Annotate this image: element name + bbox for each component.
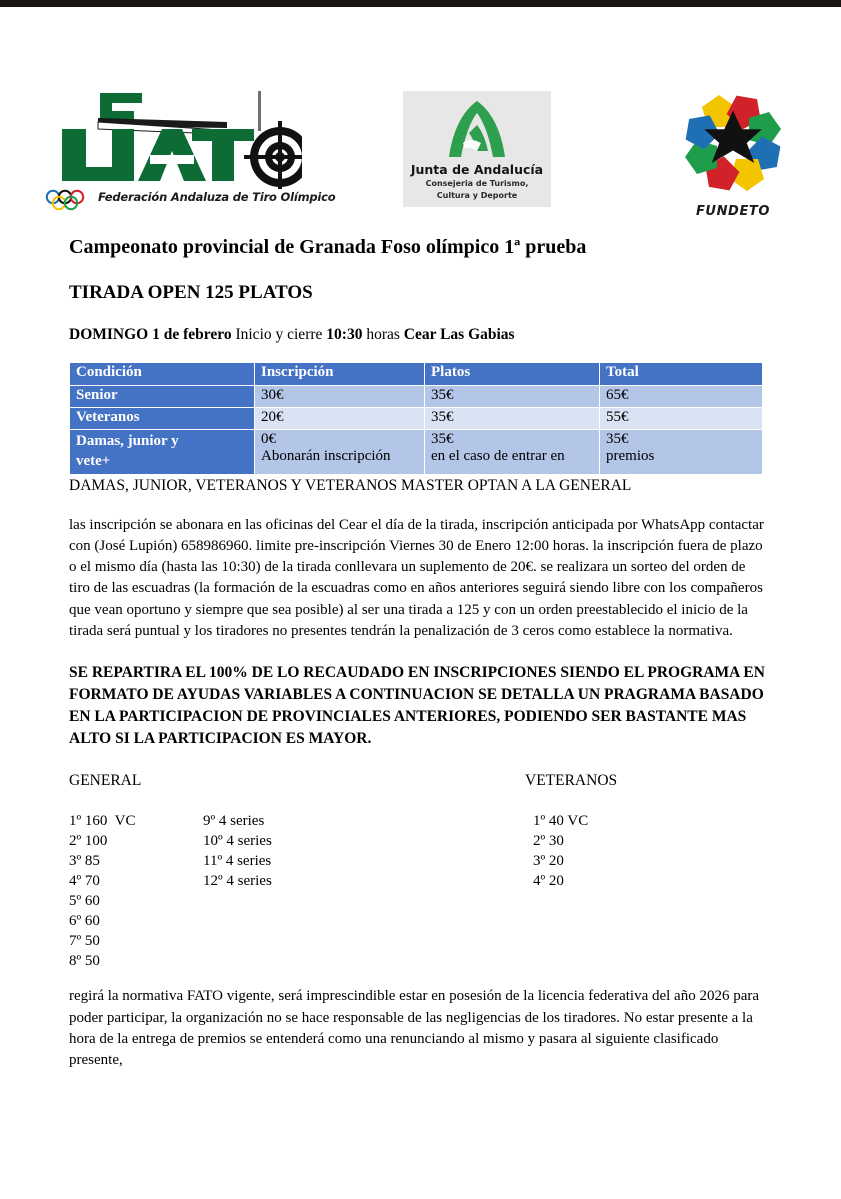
cell-platos: [425, 430, 600, 475]
prize-general-list-right: [203, 812, 272, 892]
column-header-total: Total: [600, 363, 763, 386]
fee-table: [69, 362, 763, 475]
logo-band: [0, 77, 841, 227]
closing-paragraph: regirá la normativa FATO vigente, será imprescindible estar en posesión de la licencia federativa del año 2026 para poder participar, la organización no se hace responsable de las negligencias de los tiradores. No estar presente a la hora de la entrega de premios se entenderá como una renunciando al mismo y pasara al siguiente clasificado presente,: [69, 988, 760, 1069]
list-item: 3º 20: [533, 853, 564, 870]
fundeto-rosette-icon: [672, 87, 794, 203]
list-item: 4º 70: [69, 873, 100, 890]
fundeto-logo: [668, 87, 798, 219]
list-item: 9º 4 series: [203, 813, 265, 830]
cell-platos: 35€: [425, 386, 600, 408]
document-content: [69, 235, 769, 1091]
cell-total-line1: 35€: [606, 431, 629, 447]
list-item: 12º 4 series: [203, 873, 272, 890]
cell-platos-line1: 35€: [431, 431, 454, 447]
prize-general-title: GENERAL: [69, 772, 142, 790]
prize-general-list-left: [69, 812, 135, 972]
fato-caption: Federación Andaluza de Tiro Olímpico: [98, 190, 336, 204]
olympic-rings-icon: [44, 189, 96, 211]
optan-general-note: DAMAS, JUNIOR, VETERANOS Y VETERANOS MASTER OPTAN A LA GENERAL: [69, 476, 632, 494]
list-item: 11º 4 series: [203, 853, 272, 870]
table-row: [70, 386, 763, 408]
list-item: 2º 30: [533, 833, 564, 850]
prize-veteranos-list: [533, 812, 765, 892]
list-item: 10º 4 series: [203, 833, 272, 850]
cell-inscripcion: [255, 430, 425, 475]
prize-veteranos-section: [525, 772, 765, 892]
prize-breakdown: [69, 772, 769, 972]
cell-total-line2: premios: [606, 448, 655, 464]
list-item: 6º 60: [69, 912, 100, 929]
table-row: [70, 430, 763, 475]
fato-logo: [42, 89, 336, 217]
list-item: 2º 100: [69, 833, 108, 850]
fundeto-caption: FUNDETO: [695, 204, 771, 219]
page-title: Campeonato provincial de Granada Foso olímpico 1ª prueba: [69, 236, 587, 258]
event-venue: Cear Las Gabias: [403, 326, 515, 343]
junta-title: Junta de Andalucía: [410, 162, 544, 177]
list-item: 4º 20: [533, 873, 564, 890]
junta-subtitle-line1: Consejeria de Turismo,: [425, 178, 529, 188]
cell-total: 55€: [600, 408, 763, 430]
list-item: 8º 50: [69, 952, 100, 969]
list-item: 1º 160 VC: [69, 813, 136, 830]
document-page: [0, 7, 841, 1199]
column-header-platos: Platos: [425, 363, 600, 386]
event-subtitle: TIRADA OPEN 125 PLATOS: [69, 282, 313, 303]
cell-inscripcion-line1: 0€: [261, 431, 276, 447]
cell-condicion: Senior: [70, 386, 255, 408]
page-top-black-bar: [0, 0, 841, 7]
inscription-paragraph: las inscripción se abonara en las oficinas del Cear el día de la tirada, inscripción anticipada por WhatsApp contactar con (José Lupión) 658986960. limite pre-inscripción Viernes 30 de Enero 12:00 horas. la inscripción fuera de plazo o el mismo día (hasta las 10:30) de la tirada conllevara un suplemento de 20€. se realizara un sorteo del orden de tiro de las escuadras (la formación de la escuadras como en años anteriores seguirá siendo libre con los compañeros que vean oportuno y siempre que sea posible) al ser una tirada a 125 y con un orden preestablecido el inicio de la tirada será puntual y los tiradores no presentes tendrán la penalización de 3 ceros como establece la normativa.: [69, 516, 764, 639]
list-item: 7º 50: [69, 932, 100, 949]
cell-platos: 35€: [425, 408, 600, 430]
cell-condicion: [70, 430, 255, 475]
cell-inscripcion: 20€: [255, 408, 425, 430]
event-open-close-label: Inicio y cierre: [231, 326, 327, 343]
column-header-inscripcion: Inscripción: [255, 363, 425, 386]
table-header-row: [70, 363, 763, 386]
list-item: 3º 85: [69, 853, 100, 870]
andalucia-a-icon: [441, 99, 513, 161]
cell-condicion-line1: Damas, junior y: [76, 433, 179, 449]
event-day: DOMINGO 1 de febrero: [69, 326, 232, 343]
junta-subtitle-line2: Cultura y Deporte: [436, 190, 518, 200]
junta-de-andalucia-logo: [403, 91, 551, 207]
event-time: 10:30: [326, 326, 363, 343]
prize-general-section: [69, 772, 399, 982]
cell-condicion: Veteranos: [70, 408, 255, 430]
table-row: [70, 408, 763, 430]
list-item: 1º 40 VC: [533, 813, 589, 830]
column-header-condicion: Condición: [70, 363, 255, 386]
cell-total: 65€: [600, 386, 763, 408]
cell-total: [600, 430, 763, 475]
cell-platos-line2: en el caso de entrar en: [431, 448, 565, 464]
event-schedule-line: [69, 326, 769, 344]
prize-distribution-paragraph: SE REPARTIRA EL 100% DE LO RECAUDADO EN INSCRIPCIONES SIENDO EL PROGRAMA EN FORMATO DE AYUDAS VARIABLES A CONTINUACION SE DETALLA UN PRAGRAMA BASADO EN LA PARTICIPACION DE PROVINCIALES ANTERIORES, PODIENDO SER BASTANTE MAS ALTO SI LA PARTICIPACION ES MAYOR.: [69, 664, 765, 748]
list-item: 5º 60: [69, 893, 100, 910]
prize-veteranos-title: VETERANOS: [525, 772, 618, 790]
cell-inscripcion: 30€: [255, 386, 425, 408]
event-hours-label: horas: [362, 326, 404, 343]
cell-condicion-line2: vete+: [76, 453, 111, 470]
cell-inscripcion-line2: Abonarán inscripción: [261, 448, 391, 464]
fato-target-icon: [42, 89, 302, 189]
